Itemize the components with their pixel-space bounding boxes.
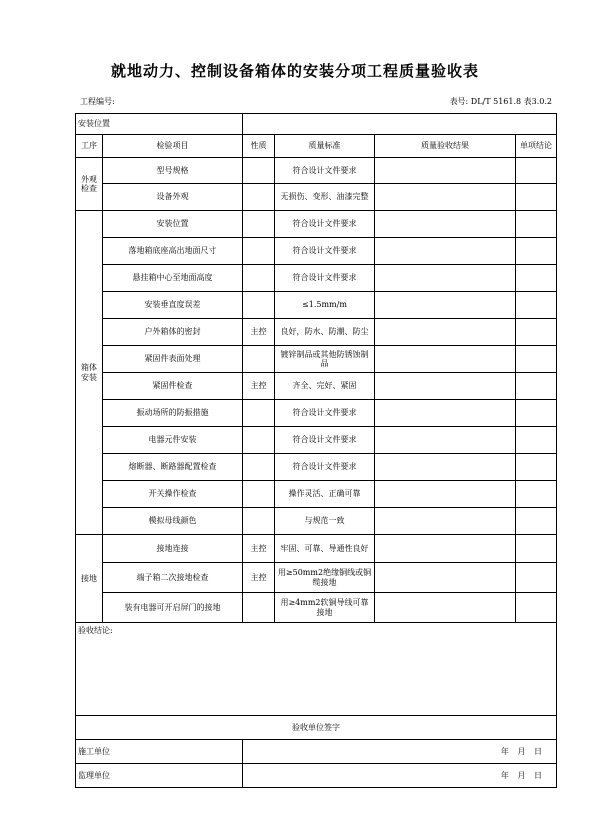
row-standard: 良好，防水、防潮、防尘 [275,319,375,346]
table-row [76,238,557,265]
row-item: 装有电器可开启屏门的接地 [103,593,243,623]
row-item: 紧固件检查 [103,373,243,400]
row-conclusion[interactable] [516,292,557,319]
row-conclusion[interactable] [516,400,557,427]
row-standard: ≤1.5mm/m [275,292,375,319]
row-nature: 主控 [243,535,275,563]
construction-unit-label: 施工单位 [76,740,243,764]
table-row [76,319,557,346]
row-result[interactable] [375,184,516,211]
row-nature [243,292,275,319]
row-result[interactable] [375,373,516,400]
table-row [76,265,557,292]
row-item: 设备外观 [103,184,243,211]
row-result[interactable] [375,158,516,184]
table-row [76,211,557,238]
row-conclusion[interactable] [516,319,557,346]
header-process: 工序 [76,135,103,158]
acceptance-form-table [75,113,557,788]
row-standard: 与规范一致 [275,508,375,535]
conclusion-row [76,623,557,716]
row-item: 型号规格 [103,158,243,184]
table-row [76,400,557,427]
row-standard: 用≥50mm2绝缘铜线或铜缆接地 [275,563,375,593]
page-title: 就地动力、控制设备箱体的安装分项工程质量验收表 [110,62,479,80]
table-row [76,481,557,508]
row-item: 安装位置 [103,211,243,238]
row-nature [243,454,275,481]
table-row [76,373,557,400]
row-nature [243,158,275,184]
row-conclusion[interactable] [516,593,557,623]
construction-unit-date[interactable]: 年 月 日 [243,740,557,764]
row-item: 户外箱体的密封 [103,319,243,346]
row-result[interactable] [375,265,516,292]
sign-row [76,764,557,788]
row-result[interactable] [375,400,516,427]
table-row [76,184,557,211]
row-conclusion[interactable] [516,481,557,508]
supervision-unit-date[interactable]: 年 月 日 [243,764,557,788]
form-number: 表号: DL/T 5161.8 表3.0.2 [449,97,552,106]
row-standard: 操作灵活、正确可靠 [275,481,375,508]
sign-header-row [76,716,557,740]
row-result[interactable] [375,593,516,623]
conclusion-field[interactable]: 验收结论: [76,623,557,716]
sign-header: 验收单位签字 [76,716,557,740]
project-no-label: 工程编号: [80,97,115,106]
table-row [76,508,557,535]
row-item: 悬挂箱中心至地面高度 [103,265,243,292]
row-item: 振动场所的防振措施 [103,400,243,427]
table-row [76,563,557,593]
row-standard: 用≥4mm2软铜导线可靠接地 [275,593,375,623]
row-result[interactable] [375,508,516,535]
table-row [76,535,557,563]
header-nature: 性质 [243,135,275,158]
row-conclusion[interactable] [516,184,557,211]
header-standard: 质量标准 [275,135,375,158]
header-conclusion: 单项结论 [516,135,557,158]
row-conclusion[interactable] [516,158,557,184]
row-result[interactable] [375,346,516,373]
row-nature [243,427,275,454]
row-standard: 牢固、可靠、导通性良好 [275,535,375,563]
row-item: 接地连接 [103,535,243,563]
row-conclusion[interactable] [516,563,557,593]
row-standard: 符合设计文件要求 [275,265,375,292]
header-item: 检验项目 [103,135,243,158]
row-result[interactable] [375,563,516,593]
table-row [76,158,557,184]
table-row [76,427,557,454]
row-nature [243,346,275,373]
row-item: 落地箱底座高出地面尺寸 [103,238,243,265]
row-item: 安装垂直度误差 [103,292,243,319]
row-nature [243,481,275,508]
group-box-install: 箱体安装 [76,211,103,535]
row-item: 模拟母线颜色 [103,508,243,535]
table-row [76,593,557,623]
row-result[interactable] [375,238,516,265]
row-result[interactable] [375,535,516,563]
row-item: 紧固件表面处理 [103,346,243,373]
row-standard: 符合设计文件要求 [275,238,375,265]
row-conclusion[interactable] [516,346,557,373]
row-conclusion[interactable] [516,454,557,481]
row-standard: 符合设计文件要求 [275,454,375,481]
row-result[interactable] [375,427,516,454]
row-conclusion[interactable] [516,211,557,238]
sign-row [76,740,557,764]
row-nature: 主控 [243,319,275,346]
row-nature [243,400,275,427]
row-nature [243,593,275,623]
row-nature [243,508,275,535]
row-item: 电器元件安装 [103,427,243,454]
row-item: 开关操作检查 [103,481,243,508]
row-nature [243,211,275,238]
install-location-label: 安装位置 [76,114,243,135]
row-conclusion[interactable] [516,508,557,535]
row-nature [243,184,275,211]
header-row [76,135,557,158]
group-grounding: 接地 [76,535,103,623]
row-nature [243,265,275,292]
row-result[interactable] [375,319,516,346]
table-row [76,454,557,481]
row-standard: 齐全、完好、紧固 [275,373,375,400]
row-result[interactable] [375,211,516,238]
row-result[interactable] [375,292,516,319]
row-standard: 无损伤、变形、油漆完整 [275,184,375,211]
row-conclusion[interactable] [516,265,557,292]
row-result[interactable] [375,481,516,508]
install-location-row [76,114,557,135]
install-location-value[interactable] [243,114,557,135]
row-standard: 符合设计文件要求 [275,211,375,238]
row-standard: 符合设计文件要求 [275,400,375,427]
group-appearance-check: 外观检查 [76,158,103,211]
row-result[interactable] [375,454,516,481]
row-standard: 符合设计文件要求 [275,427,375,454]
row-nature [243,238,275,265]
row-conclusion[interactable] [516,373,557,400]
row-standard: 镀锌制品或其他防锈蚀制品 [275,346,375,373]
table-row [76,346,557,373]
row-item: 熔断器、断路器配置检查 [103,454,243,481]
table-row [76,292,557,319]
row-standard: 符合设计文件要求 [275,158,375,184]
row-nature: 主控 [243,373,275,400]
row-conclusion[interactable] [516,238,557,265]
row-nature: 主控 [243,563,275,593]
header-result: 质量验收结果 [375,135,516,158]
row-conclusion[interactable] [516,535,557,563]
supervision-unit-label: 监理单位 [76,764,243,788]
row-item: 端子箱二次接地检查 [103,563,243,593]
row-conclusion[interactable] [516,427,557,454]
